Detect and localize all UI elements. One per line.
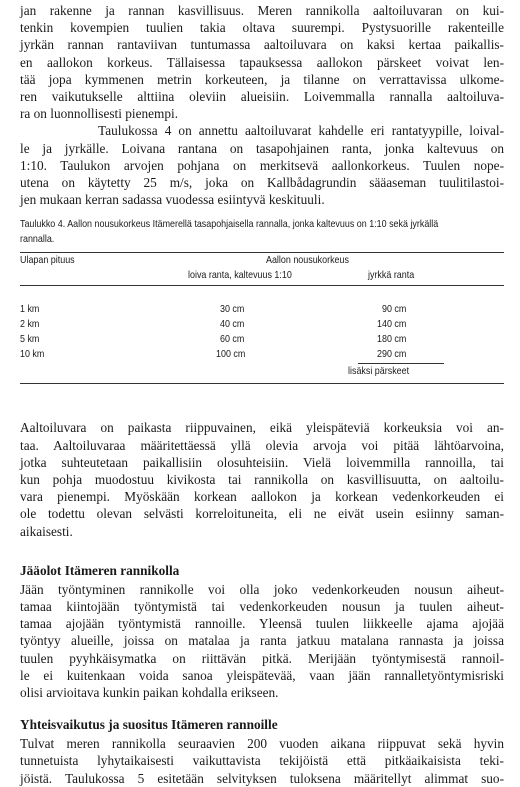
column-header-steep: jyrkkä ranta <box>368 270 415 282</box>
row-gentle-value: 60 cm <box>220 334 245 346</box>
row-fetch: 2 km <box>20 319 40 331</box>
row-fetch: 1 km <box>20 304 40 316</box>
paragraph-table-reference <box>20 122 504 208</box>
text-line: Aaltoiluvara on paikasta riippuvainen, eikä yleispäteviä korkeuksia voi an- <box>20 420 504 436</box>
text-line: tunnetuista lyhytaikaisesti vaikuttavista tekijöistä että pitkäaikaisista teki- <box>20 753 504 769</box>
text-line: ren vaikutukselle alttiina oleviin alueisiin. Loivemmalla rannalla aaltoiluva- <box>20 89 504 105</box>
text-line: jen mukaan kerran sadassa vuodessa esiintyvä keskituuli. <box>20 192 325 208</box>
row-steep-value: 140 cm <box>377 319 407 331</box>
section-heading-combined-effect: Yhteisvaikutus ja suositus Itämeren rannoille <box>20 717 278 733</box>
table-note-rule <box>358 363 444 364</box>
text-line: ole todettu olevan selvästi korreloituneita, eli ne eivät usein esiinny saman- <box>20 506 504 522</box>
text-line: taa. Aaltoiluvaraa määritettäessä yllä olevia arvoja voi pitää lähtöarvoina, <box>20 437 504 453</box>
table-top-rule <box>20 252 504 253</box>
text-line: le ei kuitenkaan voida sanoa yleispätevää, vaan jään rannalletyöntymisriski <box>20 667 504 683</box>
row-gentle-value: 40 cm <box>220 319 245 331</box>
column-header-gentle: loiva ranta, kaltevuus 1:10 <box>188 270 292 282</box>
text-line: en aallokon korkeus. Tällaisessa tapauksessa aallokon pärskeet voivat len- <box>20 54 504 70</box>
text-line: Taulukossa 4 on annettu aaltoiluvarat kahdelle eri rantatyypille, loival- <box>98 123 504 139</box>
text-line: tamaa ajojään työntymistä rannoille. Yleensä tuulen liikkeelle ajama ajojää <box>20 616 504 632</box>
paragraph-ice-conditions <box>20 581 504 701</box>
text-line: tenkin kovempien tuulien takia oltava suurempi. Pystysuorille rakenteille <box>20 20 504 36</box>
table-bottom-rule <box>20 383 504 384</box>
text-line: tää jopa kymmenen metrin korkeuteen, ja tilanne on verrattavissa ulkome- <box>20 71 504 87</box>
text-line: aikaisesti. <box>20 523 73 539</box>
column-group-header: Aallon nousukorkeus <box>266 255 349 267</box>
table-caption <box>20 217 502 247</box>
wave-runup-table <box>20 249 504 389</box>
table-caption-line: rannalla. <box>20 234 55 246</box>
row-gentle-value: 30 cm <box>220 304 245 316</box>
table-caption-line: Taulukko 4. Aallon nousukorkeus Itämerellä tasapohjaisella rannalla, jonka kaltevuus on 1:10 sekä jyrkällä <box>20 219 439 231</box>
text-line: jotka suhteutetaan paikallisiin olosuhteisiin. Vielä loivemmilla rannoilla, tai <box>20 454 504 470</box>
row-fetch: 10 km <box>20 349 45 361</box>
paragraph-wave-allowance-intro <box>20 2 504 122</box>
column-header-fetch: Ulapan pituus <box>20 255 75 267</box>
text-line: tamaa kiintojään työntymistä tai vedenkorkeuden nousun ja tuulen aiheut- <box>20 599 504 615</box>
text-line: 1:10. Taulukon arvojen pohjana on merkitsevä aallonkorkeus. Tuulen nope- <box>20 157 504 173</box>
text-line: olisi arvioitava kunkin paikan kohdalla erikseen. <box>20 685 279 701</box>
text-line: jyrkän rannan rantaviivan tuntumassa aaltoiluvara on kaksi kertaa paikallis- <box>20 37 504 53</box>
text-line: utena on käytetty 25 m/s, joka on Kallbådagrundin sääaseman tuulitilastoi- <box>20 175 504 191</box>
row-fetch: 5 km <box>20 334 40 346</box>
table-note: lisäksi pärskeet <box>348 366 410 378</box>
row-steep-value: 290 cm <box>377 349 407 361</box>
row-gentle-value: 100 cm <box>216 349 246 361</box>
text-line: Tulvat meren rannikolla seuraavien 200 vuoden aikana riippuvat sekä hyvin <box>20 736 504 752</box>
text-line: kun pohja muodostuu kivikosta tai rannikolla on kasvillisuutta, on aaltoilu- <box>20 472 504 488</box>
text-line: vara pienempi. Myöskään korkean aallokon ja korkean vedenkorkeuden ei <box>20 489 504 505</box>
document-page <box>20 0 504 787</box>
text-line: le ja jyrkälle. Loivana rantana on tasapohjainen ranta, jonka kaltevuus on <box>20 140 504 156</box>
row-steep-value: 90 cm <box>382 304 407 316</box>
text-line: Jään työntyminen rannikolle voi olla joko vedenkorkeuden nousun aiheut- <box>20 581 504 597</box>
row-steep-value: 180 cm <box>377 334 407 346</box>
text-line: ra on luonnollisesti pienempi. <box>20 106 179 122</box>
text-line: jan rakenne ja rannan kasvillisuus. Meren rannikolla aaltoiluvaran on kui- <box>20 3 504 18</box>
paragraph-combined-effect <box>20 735 504 787</box>
section-heading-ice: Jääolot Itämeren rannikolla <box>20 562 180 578</box>
text-line: tuulen pyyhkäisymatka on riittävän pitkä. Merijään työntymisestä rannoil- <box>20 650 504 666</box>
paragraph-wave-allowance-variability <box>20 419 504 539</box>
text-line: työntyy alueille, joissa on matalaa ja ranta jatkuu matalana rannasta ja joissa <box>20 633 504 649</box>
table-header-rule <box>20 285 504 286</box>
text-line: jöistä. Taulukossa 5 esitetään selvityksen tuloksena määritellyt alimmat suo- <box>20 770 504 786</box>
